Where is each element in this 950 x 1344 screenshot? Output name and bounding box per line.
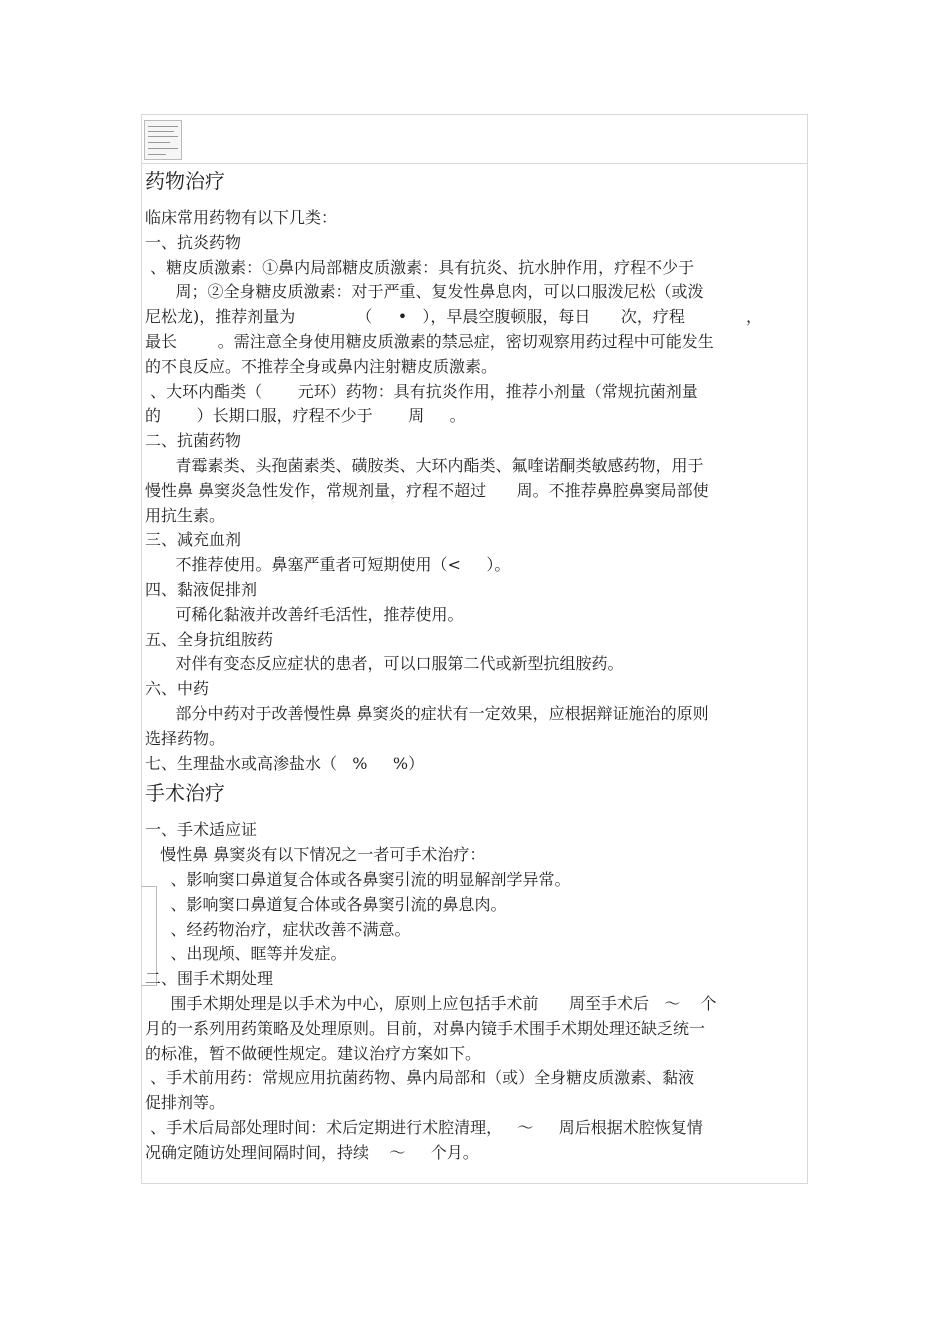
heading-antihistamine: 五、全身抗组胺药	[145, 629, 274, 649]
heading-mucolytic: 四、黏液促排剂	[145, 579, 258, 599]
header-strip	[141, 114, 808, 164]
intro-text: 临床常用药物有以下几类：	[145, 208, 338, 227]
text-line: 促排剂等。	[145, 1093, 226, 1113]
text-line: 对伴有变态反应症状的患者，可以口服第二代或新型抗组胺药。	[145, 654, 624, 674]
section-title-drug-therapy: 药物治疗	[145, 169, 225, 193]
text-line: 月的一系列用药策略及处理原则。目前，对鼻内镜手术围手术期处理还缺乏统一	[145, 1018, 706, 1038]
text-line: 况确定随访处理间隔时间，持续 ～ 个月。	[145, 1142, 479, 1162]
heading-anti-inflammatory: 一、抗炎药物	[145, 232, 242, 252]
list-item: 、影响窦口鼻道复合体或各鼻窦引流的明显解剖学异常。	[145, 869, 571, 889]
section-title-surgery: 手术治疗	[145, 781, 225, 806]
text-line: 部分中药对于改善慢性鼻 鼻窦炎的症状有一定效果，应根据辩证施治的原则	[145, 703, 709, 723]
text-line: 青霉素类、头孢菌素类、磺胺类、大环内酯类、氟喹诺酮类敏感药物，用于	[145, 455, 704, 475]
heading-indications: 一、手术适应证	[145, 820, 258, 840]
text-line: 慢性鼻 鼻窦炎有以下情况之一者可手术治疗：	[145, 845, 486, 865]
heading-decongestant: 三、减充血剂	[145, 530, 242, 550]
text-line: 最长 。需注意全身使用糖皮质激素的禁忌症，密切观察用药过程中可能发生	[145, 331, 714, 351]
text-line: 围手术期处理是以手术为中心，原则上应包括手术前 周至手术后 ～ 个	[145, 993, 717, 1013]
thumbnail-image	[144, 120, 182, 160]
heading-tcm: 六、中药	[145, 679, 210, 699]
list-item: 、经药物治疗，症状改善不满意。	[145, 919, 411, 939]
list-item: 、出现颅、眶等并发症。	[145, 944, 347, 964]
heading-antibiotics: 二、抗菌药物	[145, 431, 242, 451]
text-line: 、手术后局部处理时间：术后定期进行术腔清理， ～ 周后根据术腔恢复情	[145, 1117, 703, 1137]
text-line: 周；②全身糖皮质激素：对于严重、复发性鼻息肉，可以口服泼尼松（或泼	[145, 282, 704, 302]
heading-saline: 七、生理盐水或高渗盐水（ % %）	[145, 753, 425, 773]
text-line: 的 ）长期口服，疗程不少于 周 。	[145, 406, 466, 426]
text-line: 不推荐使用。鼻塞严重者可短期使用（< ）。	[145, 555, 511, 575]
text-line: 可稀化黏液并改善纤毛活性，推荐使用。	[145, 604, 464, 624]
text-line: 选择药物。	[145, 728, 226, 748]
text-line: 的不良反应。不推荐全身或鼻内注射糖皮质激素。	[145, 356, 498, 376]
text-line: 、糖皮质激素：①鼻内局部糖皮质激素：具有抗炎、抗水肿作用，疗程不少于	[145, 257, 695, 277]
text-line: 、手术前用药：常规应用抗菌药物、鼻内局部和（或）全身糖皮质激素、黏液	[145, 1068, 695, 1088]
document-body	[145, 168, 807, 1165]
text-line: 的标准，暂不做硬性规定。建议治疗方案如下。	[145, 1043, 482, 1063]
text-line: 、大环内酯类（ 元环）药物：具有抗炎作用，推荐小剂量（常规抗菌剂量	[145, 381, 698, 401]
text-line: 用抗生素。	[145, 505, 226, 525]
text-line: 尼松龙)，推荐剂量为 （ • ），早晨空腹顿服，每日 次，疗程 ，	[145, 307, 762, 327]
text-line: 慢性鼻 鼻窦炎急性发作，常规剂量，疗程不超过 周。不推荐鼻腔鼻窦局部使	[145, 480, 709, 500]
heading-perioperative: 二、围手术期处理	[145, 969, 274, 989]
list-item: 、影响窦口鼻道复合体或各鼻窦引流的鼻息肉。	[145, 894, 507, 914]
